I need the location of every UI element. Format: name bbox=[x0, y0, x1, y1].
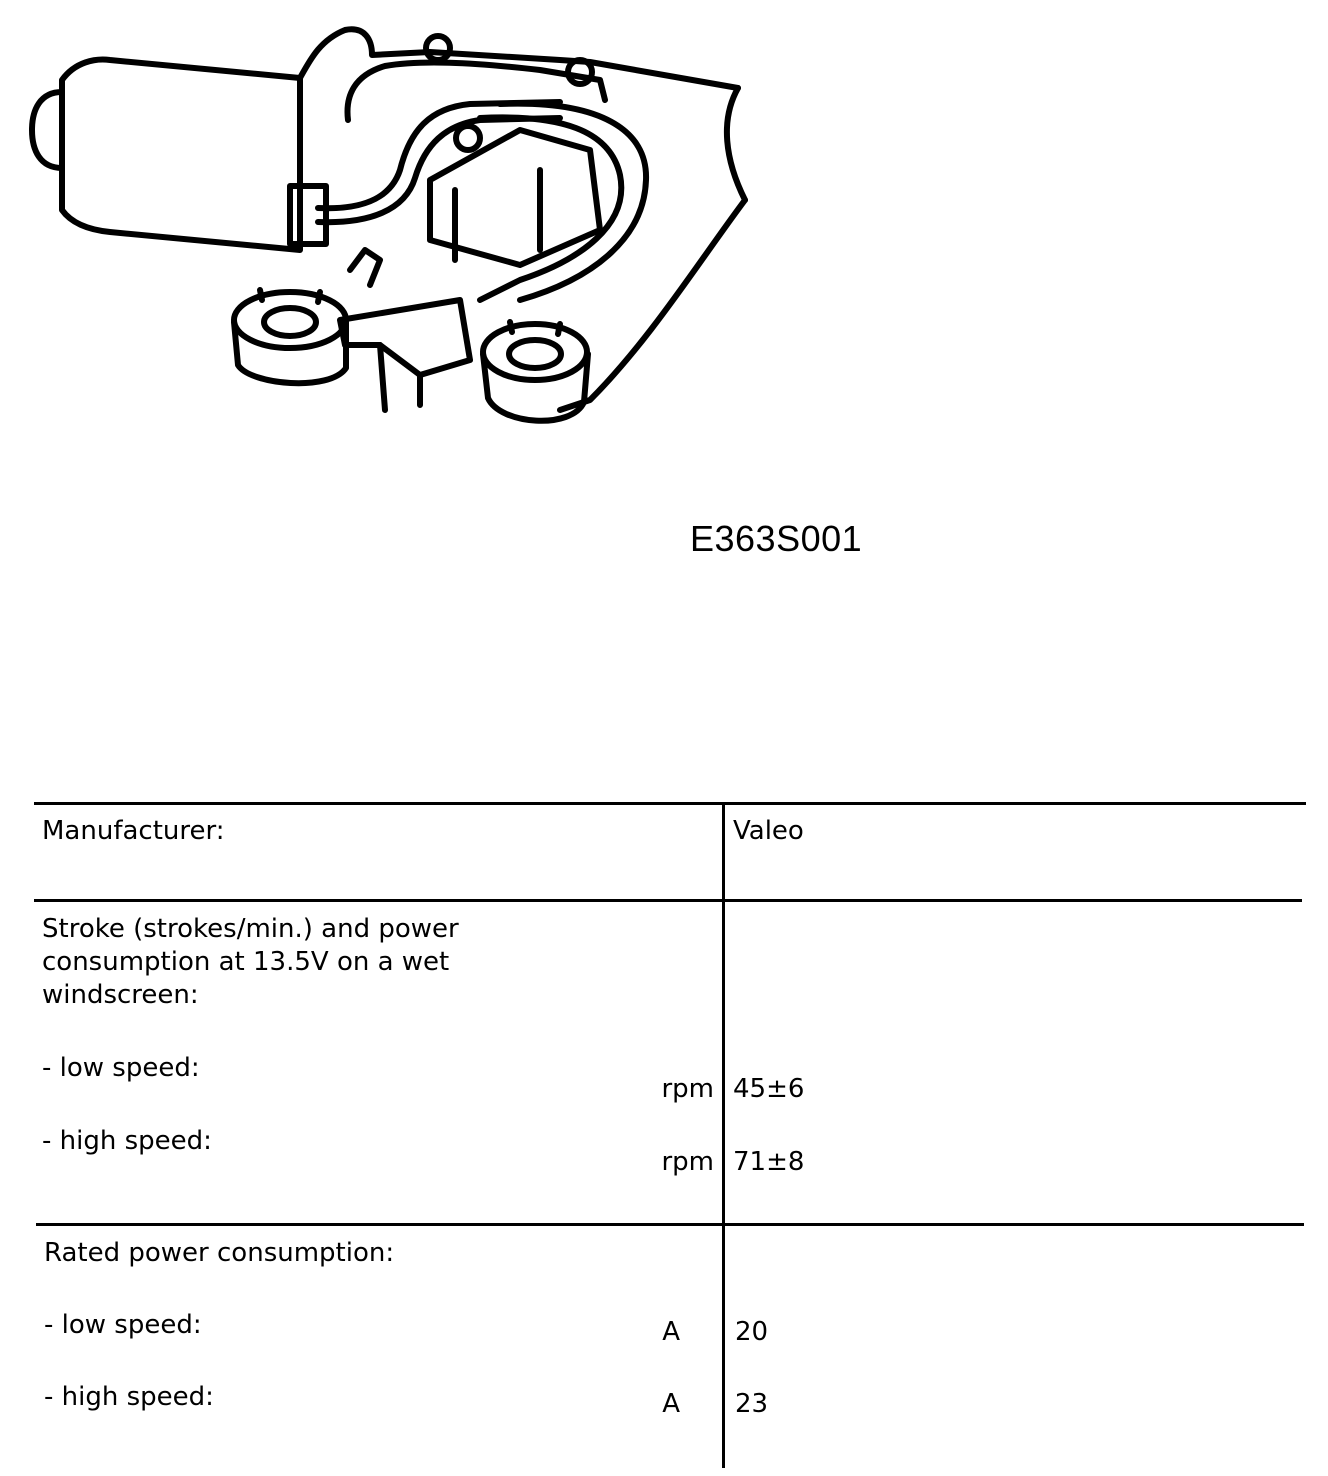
stroke-low-label: - low speed: bbox=[42, 1053, 200, 1083]
stroke-heading-line3: windscreen: bbox=[42, 980, 199, 1010]
stroke-high-unit: rpm bbox=[661, 1147, 714, 1177]
table-rule-2 bbox=[36, 1223, 1304, 1226]
rated-low-value: 20 bbox=[735, 1317, 769, 1347]
table-rule-1 bbox=[34, 899, 1302, 902]
manufacturer-label: Manufacturer: bbox=[42, 816, 225, 846]
figure-code: E363S001 bbox=[690, 518, 863, 559]
rated-low-label: - low speed: bbox=[44, 1310, 202, 1340]
stroke-high-label: - high speed: bbox=[42, 1126, 212, 1156]
stroke-low-unit: rpm bbox=[661, 1074, 714, 1104]
stroke-high-value: 71±8 bbox=[733, 1147, 805, 1177]
stroke-low-value: 45±6 bbox=[733, 1074, 805, 1104]
rated-high-value: 23 bbox=[735, 1389, 769, 1419]
stroke-heading-line1: Stroke (strokes/min.) and power bbox=[42, 914, 459, 944]
wiper-motor-illustration bbox=[0, 0, 760, 440]
manufacturer-value: Valeo bbox=[733, 816, 804, 846]
rated-low-unit: A bbox=[662, 1317, 680, 1347]
rated-heading: Rated power consumption: bbox=[44, 1238, 395, 1268]
rated-high-unit: A bbox=[662, 1389, 680, 1419]
table-rule-top bbox=[34, 802, 1306, 805]
rated-high-label: - high speed: bbox=[44, 1382, 214, 1412]
table-column-divider bbox=[722, 802, 725, 1468]
stroke-heading-line2: consumption at 13.5V on a wet bbox=[42, 947, 450, 977]
